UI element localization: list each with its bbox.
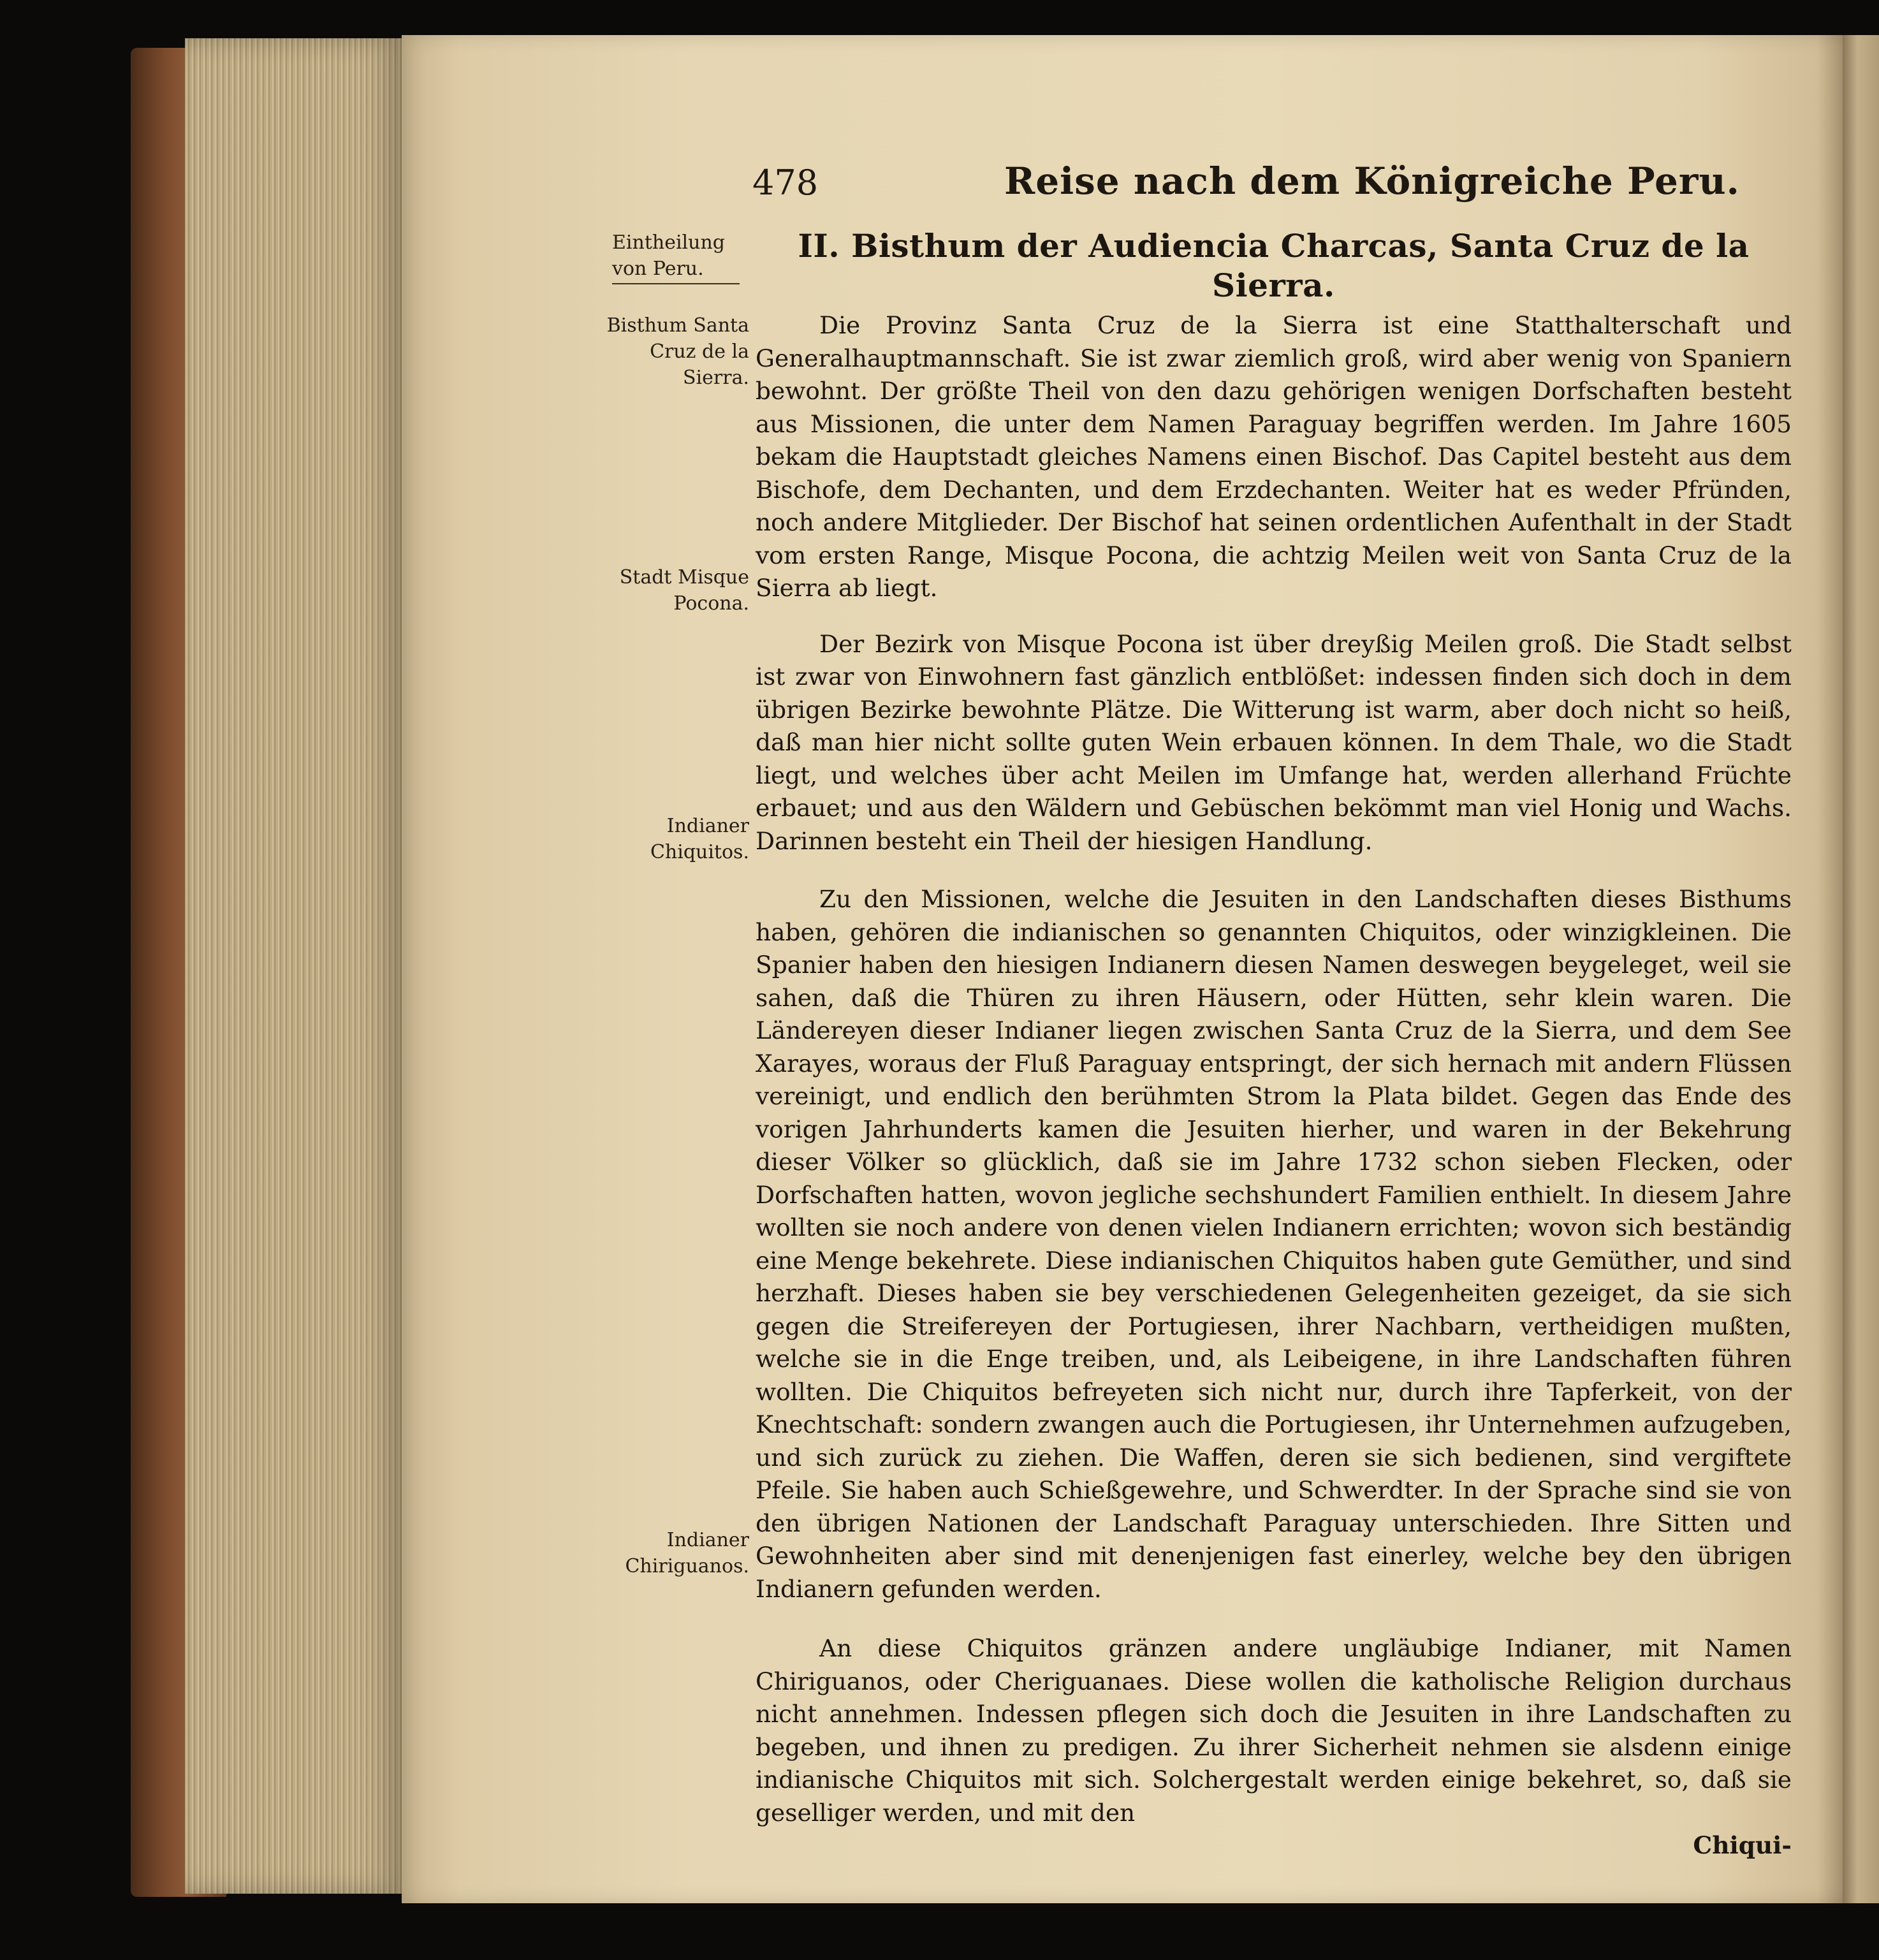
catchword: Chiqui- [1693, 1831, 1792, 1859]
page-edges [185, 38, 402, 1894]
text-column [756, 226, 1792, 1886]
margin-note-stadt: Stadt Misque Pocona. [619, 566, 749, 615]
paragraph-4: An diese Chiquitos gränzen andere ungläubige Indianer, mit Namen Chiriguanos, oder Cheriguanaes. Diese wollen die katholische Religion durchaus nicht annehmen. Indessen pflegen sich doch die Jesuiten in ihre Landschaften zu begeben, und ihnen zu predigen. Zu ihrer Sicherheit nehmen sie alsdenn einige indianische Chiquitos mit sich. Solchergestalt werden einige bekehret, so, daß sie geselliger werden, und mit den [756, 1634, 1792, 1827]
paragraph-2: Der Bezirk von Misque Pocona ist über dreyßig Meilen groß. Die Stadt selbst ist zwar von Einwohnern fast gänzlich entblößet: indessen finden sich doch in dem übrigen Bezirke bewohnte Plätze. Die Witterung ist warm, aber doch nicht so heiß, daß man hier nicht sollte guten Wein erbauen können. In dem Thale, wo die Stadt liegt, und welches über acht Meilen im Umfange hat, werden allerhand Früchte erbauet; und aus den Wäldern und Gebüschen bekömmt man viel Honig und Wachs. Darinnen besteht ein Theil der hiesigen Handlung. [756, 629, 1792, 855]
margin-note-rule [612, 283, 740, 284]
facing-page-strip [1843, 35, 1879, 1903]
running-title: Reise nach dem Königreiche Peru. [1004, 159, 1740, 203]
section-heading: II. Bisthum der Audiencia Charcas, Santa Cruz de la Sierra. [798, 227, 1750, 304]
margin-note-text: Eintheilung von Peru. [612, 231, 725, 280]
margin-note-eintheilung [612, 230, 765, 284]
margin-note-bisthum: Bisthum Santa Cruz de la Sierra. [606, 314, 749, 389]
gutter-shadow [1817, 35, 1843, 1903]
paragraph-3: Zu den Missionen, welche die Jesuiten in den Landschaften dieses Bisthums haben, gehören die indianischen so genannten Chiquitos, oder winzigkleinen. Die Spanier haben den hiesigen Indianern diesen Namen deswegen beygeleget, weil sie sahen, daß die Thüren zu ihren Häusern, oder Hütten, sehr klein waren. Die Ländereyen dieser Indianer liegen zwischen Santa Cruz de la Sierra, und dem See Xarayes, woraus der Fluß Paraguay entspringt, der sich hernach mit andern Flüssen vereinigt, und endlich den berühmten Strom la Plata bildet. Gegen das Ende des vorigen Jahrhunderts kamen die Jesuiten hierher, und waren in der Bekehrung dieser Völker so glücklich, daß sie im Jahre 1732 schon sieben Flecken, oder Dorfschaften hatten, wovon jegliche sechshundert Familien enthielt. In diesem Jahre wollten sie noch andere von denen vielen Indianern errichten; wovon sich beständig eine Menge bekehrete. Diese indianischen Chiquitos haben gute Gemüther, und sind herzhaft. Dieses haben sie bey verschiedenen Gelegenheiten gezeiget, da sie sich gegen die Streifereyen der Portugiesen, ihrer Nachbarn, vertheidigen mußten, welche sie in die Enge treiben, und, als Leibeigene, in ihre Landschaften führen wollten. Die Chiquitos befreyeten sich nicht nur, durch ihre Tapferkeit, von der Knechtschaft: sondern zwangen auch die Portugiesen, ihr Unternehmen aufzugeben, und sich zurück zu ziehen. Die Waffen, deren sie sich bedienen, sind vergiftete Pfeile. Sie haben auch Schießgewehre, und Schwerdter. In der Sprache sind sie von den übrigen Nationen der Landschaft Paraguay unterschieden. Ihre Sitten und Gewohnheiten aber sind mit denenjenigen fast einerley, welche bey den übrigen Indianern gefunden werden. [756, 885, 1792, 1603]
page-number: 478 [752, 163, 819, 203]
margin-note-chiquitos: Indianer Chiquitos. [650, 815, 749, 863]
margin-note-chiriguanos: Indianer Chiriguanos. [625, 1529, 749, 1577]
paragraph-1: Die Provinz Santa Cruz de la Sierra ist eine Statthalterschaft und Generalhauptmannschaft. Sie ist zwar ziemlich groß, wird aber wenig von Spaniern bewohnt. Der größte Theil von den dazu gehörigen wenigen Dorfschaften besteht aus Missionen, die unter dem Namen Paraguay begriffen werden. Im Jahre 1605 bekam die Hauptstadt gleiches Namens einen Bischof. Das Capitel besteht aus dem Bischofe, dem Dechanten, und dem Erzdechanten. Weiter hat es weder Pfründen, noch andere Mitglieder. Der Bischof hat seinen ordentlichen Aufenthalt in der Stadt vom ersten Range, Misque Pocona, die achtzig Meilen weit von Santa Cruz de la Sierra ab liegt. [756, 311, 1792, 602]
